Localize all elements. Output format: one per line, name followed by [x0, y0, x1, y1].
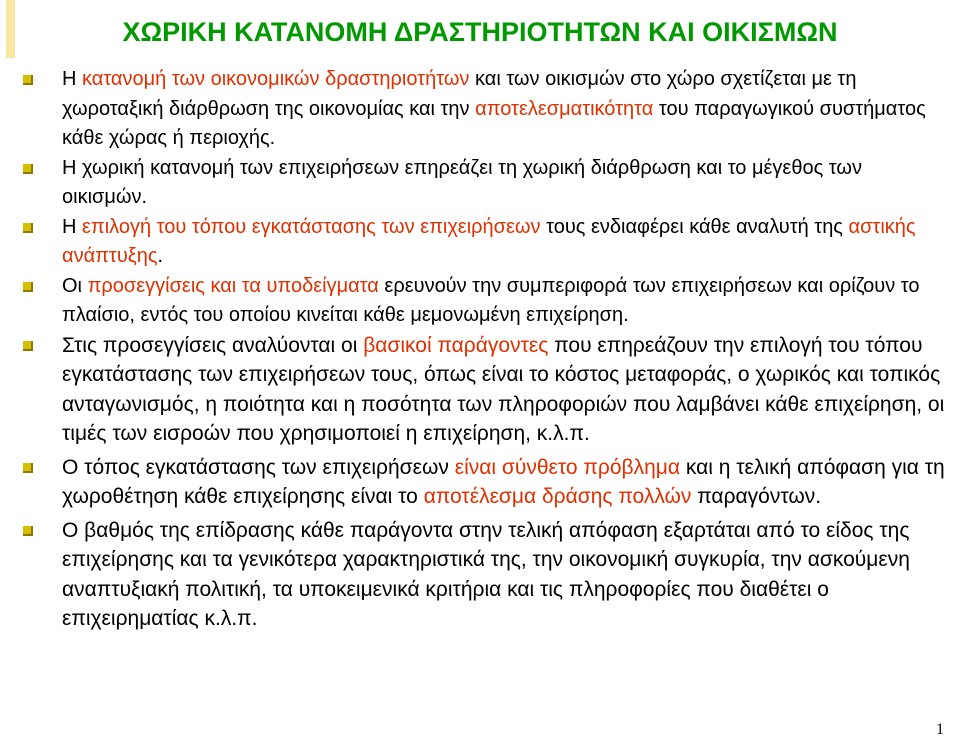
highlighted-term: αποτέλεσμα δράσης πολλών	[423, 485, 692, 508]
bullet-item-1	[0, 65, 960, 154]
text-segment: .	[157, 245, 164, 267]
text-segment: του παραγωγικού συστήματος κάθε χώρας ή περιοχής.	[62, 97, 926, 149]
square-bullet-icon	[23, 164, 33, 174]
bullet-text	[62, 456, 945, 509]
text-segment: τους ενδιαφέρει κάθε αναλυτή της	[540, 215, 849, 238]
text-segment: Στις προσεγγίσεις αναλύονται οι	[62, 333, 364, 357]
square-bullet-icon	[23, 223, 33, 233]
square-bullet-icon	[23, 341, 33, 351]
bullet-text	[62, 216, 916, 268]
text-segment: και η τελική απόφαση για τη χωροθέτηση κάθε επιχείρησης είναι το	[62, 455, 945, 508]
square-bullet-icon	[23, 75, 33, 85]
text-segment: Η	[62, 215, 82, 238]
text-segment: Η χωρική κατανομή των επιχειρήσεων επηρεάζει τη χωρική διάρθρωση και το μέγεθος των οικισμών.	[62, 156, 863, 208]
bullet-item-5	[0, 331, 960, 449]
text-segment: Ο βαθμός της επίδρασης κάθε παράγοντα στην τελική απόφαση εξαρτάται από το είδος της επιχείρησης και τα γενικότερα χαρακτηριστικά της, την οικονομική συγκυρία, την ασκούμενη αναπτυξιακή πολιτική, τα υποκειμενικά κριτήρια και τις πληροφορίες που διαθέτει ο επιχειρηματίας κ.λ.π.	[62, 518, 910, 630]
highlighted-term: επιλογή του τόπου εγκατάστασης των επιχειρήσεων	[82, 215, 541, 238]
slide-title: ΧΩΡΙΚΗ ΚΑΤΑΝΟΜΗ ΔΡΑΣΤΗΡΙΟΤΗΤΩΝ ΚΑΙ ΟΙΚΙΣΜΩΝ	[122, 17, 838, 47]
text-segment: Η	[62, 68, 82, 90]
text-segment: ερευνούν την συμπεριφορά των επιχειρήσεων και ορίζουν το πλαίσιο, εντός του οποίου κινείται κάθε μεμονωμένη επιχείρηση.	[62, 274, 920, 326]
bullet-list	[0, 65, 960, 634]
bullet-text	[62, 275, 920, 327]
accent-bar	[6, 0, 15, 58]
highlighted-term: βασικοί παράγοντες	[363, 333, 549, 357]
text-segment: παραγόντων.	[691, 485, 822, 508]
bullet-text	[62, 519, 910, 631]
bullet-item-6	[0, 453, 960, 512]
bullet-item-2	[0, 154, 960, 213]
text-segment: Οι	[62, 274, 88, 297]
bullet-text	[62, 334, 944, 446]
highlighted-term: αποτελεσματικότητα	[475, 97, 654, 120]
bullet-item-4	[0, 272, 960, 331]
text-segment: Ο τόπος εγκατάστασης των επιχειρήσεων	[62, 455, 455, 479]
bullet-text	[62, 68, 926, 149]
bullet-item-3	[0, 213, 960, 272]
highlighted-term: αστικής ανάπτυξης	[62, 215, 916, 267]
bullet-item-7	[0, 516, 960, 634]
text-segment: που επηρεάζουν την επιλογή του τόπου εγκατάστασης των επιχειρήσεων τους, όπως είναι το κόστος μεταφοράς, ο χωρικός και τοπικός ανταγωνισμός, η ποιότητα και η ποσότητα των πληροφοριών που λαμβάνει κάθε επιχείρηση, οι τιμές των εισροών που χρησιμοποιεί η επιχείρηση, κ.λ.π.	[62, 333, 945, 445]
page-number: 1	[936, 721, 944, 738]
text-segment: και των οικισμών στο χώρο σχετίζεται με τη χωροταξική διάρθρωση της οικονομίας και την	[62, 68, 857, 120]
square-bullet-icon	[23, 463, 33, 473]
highlighted-term: κατανομή των οικονομικών δραστηριοτήτων	[82, 68, 470, 90]
bullet-text	[62, 157, 862, 209]
square-bullet-icon	[23, 526, 33, 536]
highlighted-term: προσεγγίσεις και τα υποδείγματα	[87, 274, 379, 297]
highlighted-term: είναι σύνθετο πρόβλημα	[454, 455, 681, 479]
square-bullet-icon	[23, 282, 33, 292]
